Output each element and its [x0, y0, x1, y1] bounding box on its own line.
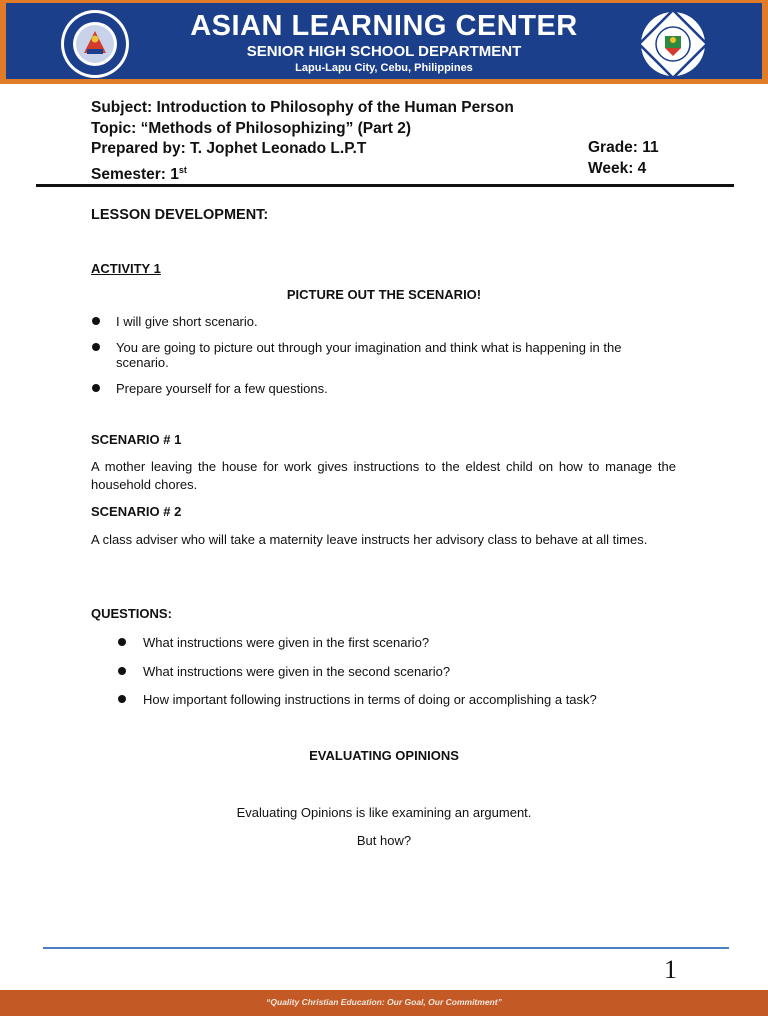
activity-label: ACTIVITY 1	[91, 261, 161, 276]
bullet-icon	[118, 667, 126, 675]
list-item: What instructions were given in the second scenario?	[143, 664, 451, 679]
week-line: Week: 4	[588, 160, 647, 177]
list-item: I will give short scenario.	[116, 314, 258, 329]
evaluating-line-2: But how?	[356, 833, 412, 848]
scenario-1-label: SCENARIO # 1	[91, 432, 182, 447]
bullet-icon	[92, 343, 100, 351]
list-item: What instructions were given in the first scenario?	[143, 635, 430, 650]
list-item: Prepare yourself for a few questions.	[116, 381, 328, 396]
questions-label: QUESTIONS:	[91, 606, 172, 621]
activity-title: PICTURE OUT THE SCENARIO!	[286, 287, 482, 302]
department-name: SENIOR HIGH SCHOOL DEPARTMENT	[246, 43, 522, 60]
semester-line	[91, 160, 187, 185]
scenario-2-text: A class adviser who will take a maternity leave instructs her advisory class to behave at all times.	[91, 532, 648, 547]
list-item: You are going to picture out through your imagination and think what is happening in the scenario.	[116, 340, 622, 370]
list-item: How important following instructions in terms of doing or accomplishing a task?	[143, 692, 597, 707]
page-number: 1	[664, 955, 677, 984]
lesson-heading: LESSON DEVELOPMENT:	[91, 207, 269, 223]
evaluating-line-1: Evaluating Opinions is like examining an argument.	[236, 805, 532, 820]
bullet-icon	[92, 317, 100, 325]
school-name: ASIAN LEARNING CENTER	[190, 10, 578, 42]
bullet-icon	[118, 695, 126, 703]
footer-bar	[0, 990, 768, 1016]
subject-line: Subject: Introduction to Philosophy of the Human Person	[91, 99, 514, 116]
footer-divider	[43, 947, 729, 949]
bullet-icon	[92, 384, 100, 392]
scenario-1-text: A mother leaving the house for work gives instructions to the eldest child on how to manage the household chores.	[91, 459, 676, 492]
semester-label: Semester: 1	[91, 166, 179, 183]
evaluating-title: EVALUATING OPINIONS	[309, 748, 459, 763]
topic-line: Topic: “Methods of Philosophizing” (Part 2)	[91, 120, 412, 137]
school-location: Lapu-Lapu City, Cebu, Philippines	[295, 62, 473, 74]
prepared-by-line: Prepared by: T. Jophet Leonado L.P.T	[91, 140, 367, 157]
scenario-2-label: SCENARIO # 2	[91, 504, 182, 519]
bullet-icon	[118, 638, 126, 646]
semester-suffix: st	[178, 165, 187, 175]
footer-motto: “Quality Christian Education: Our Goal, Our Commitment”	[266, 997, 502, 1007]
grade-line: Grade: 11	[588, 139, 659, 156]
header-divider	[36, 184, 734, 187]
